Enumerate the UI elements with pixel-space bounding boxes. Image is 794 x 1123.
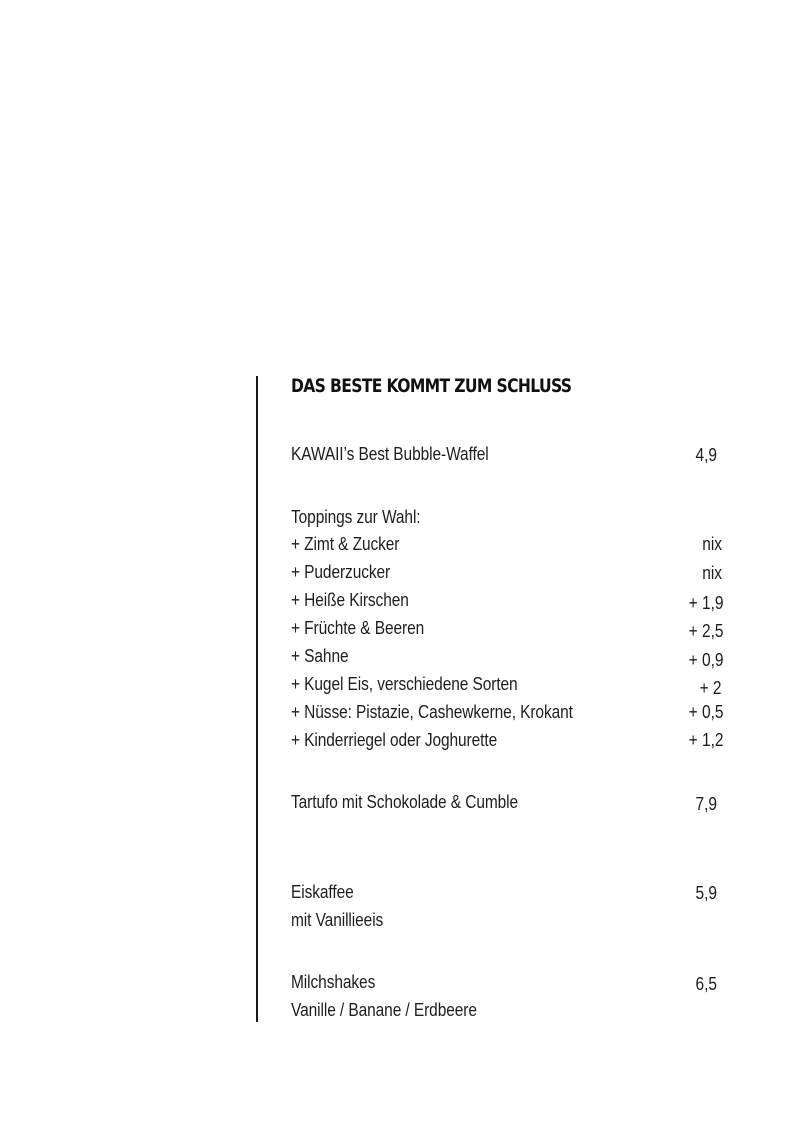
topping-price: + 1,2 xyxy=(689,730,724,750)
topping-price: + 2 xyxy=(700,678,722,698)
eiskaffee-price: 5,9 xyxy=(695,883,717,903)
tartufo-name: Tartufo mit Schokolade & Cumble xyxy=(291,792,519,812)
vertical-divider xyxy=(256,376,258,1022)
topping-name: + Heiße Kirschen xyxy=(291,590,409,610)
tartufo-price: 7,9 xyxy=(695,794,717,814)
topping-name: + Sahne xyxy=(291,646,349,666)
eiskaffee-subtitle: mit Vanillieeis xyxy=(291,910,384,930)
topping-price: + 0,5 xyxy=(689,702,724,722)
milchshakes-price: 6,5 xyxy=(695,974,717,994)
topping-name: + Kugel Eis, verschiedene Sorten xyxy=(291,674,518,694)
toppings-heading: Toppings zur Wahl: xyxy=(291,507,421,527)
section-title: DAS BESTE KOMMT ZUM SCHLUSS xyxy=(291,375,572,397)
topping-name: + Früchte & Beeren xyxy=(291,618,425,638)
eiskaffee-name: Eiskaffee xyxy=(291,882,354,902)
milchshakes-name: Milchshakes xyxy=(291,972,376,992)
topping-name: + Kinderriegel oder Joghurette xyxy=(291,730,498,750)
waffel-price: 4,9 xyxy=(695,445,717,465)
topping-name: + Zimt & Zucker xyxy=(291,534,400,554)
topping-price: + 1,9 xyxy=(689,593,724,613)
waffel-name: KAWAII’s Best Bubble-Waffel xyxy=(291,444,489,464)
topping-price: nix xyxy=(702,534,722,554)
milchshakes-subtitle: Vanille / Banane / Erdbeere xyxy=(291,1000,477,1020)
topping-name: + Nüsse: Pistazie, Cashewkerne, Krokant xyxy=(291,702,573,722)
topping-price: nix xyxy=(702,563,722,583)
topping-price: + 2,5 xyxy=(689,621,724,641)
topping-name: + Puderzucker xyxy=(291,562,391,582)
topping-price: + 0,9 xyxy=(689,650,724,670)
